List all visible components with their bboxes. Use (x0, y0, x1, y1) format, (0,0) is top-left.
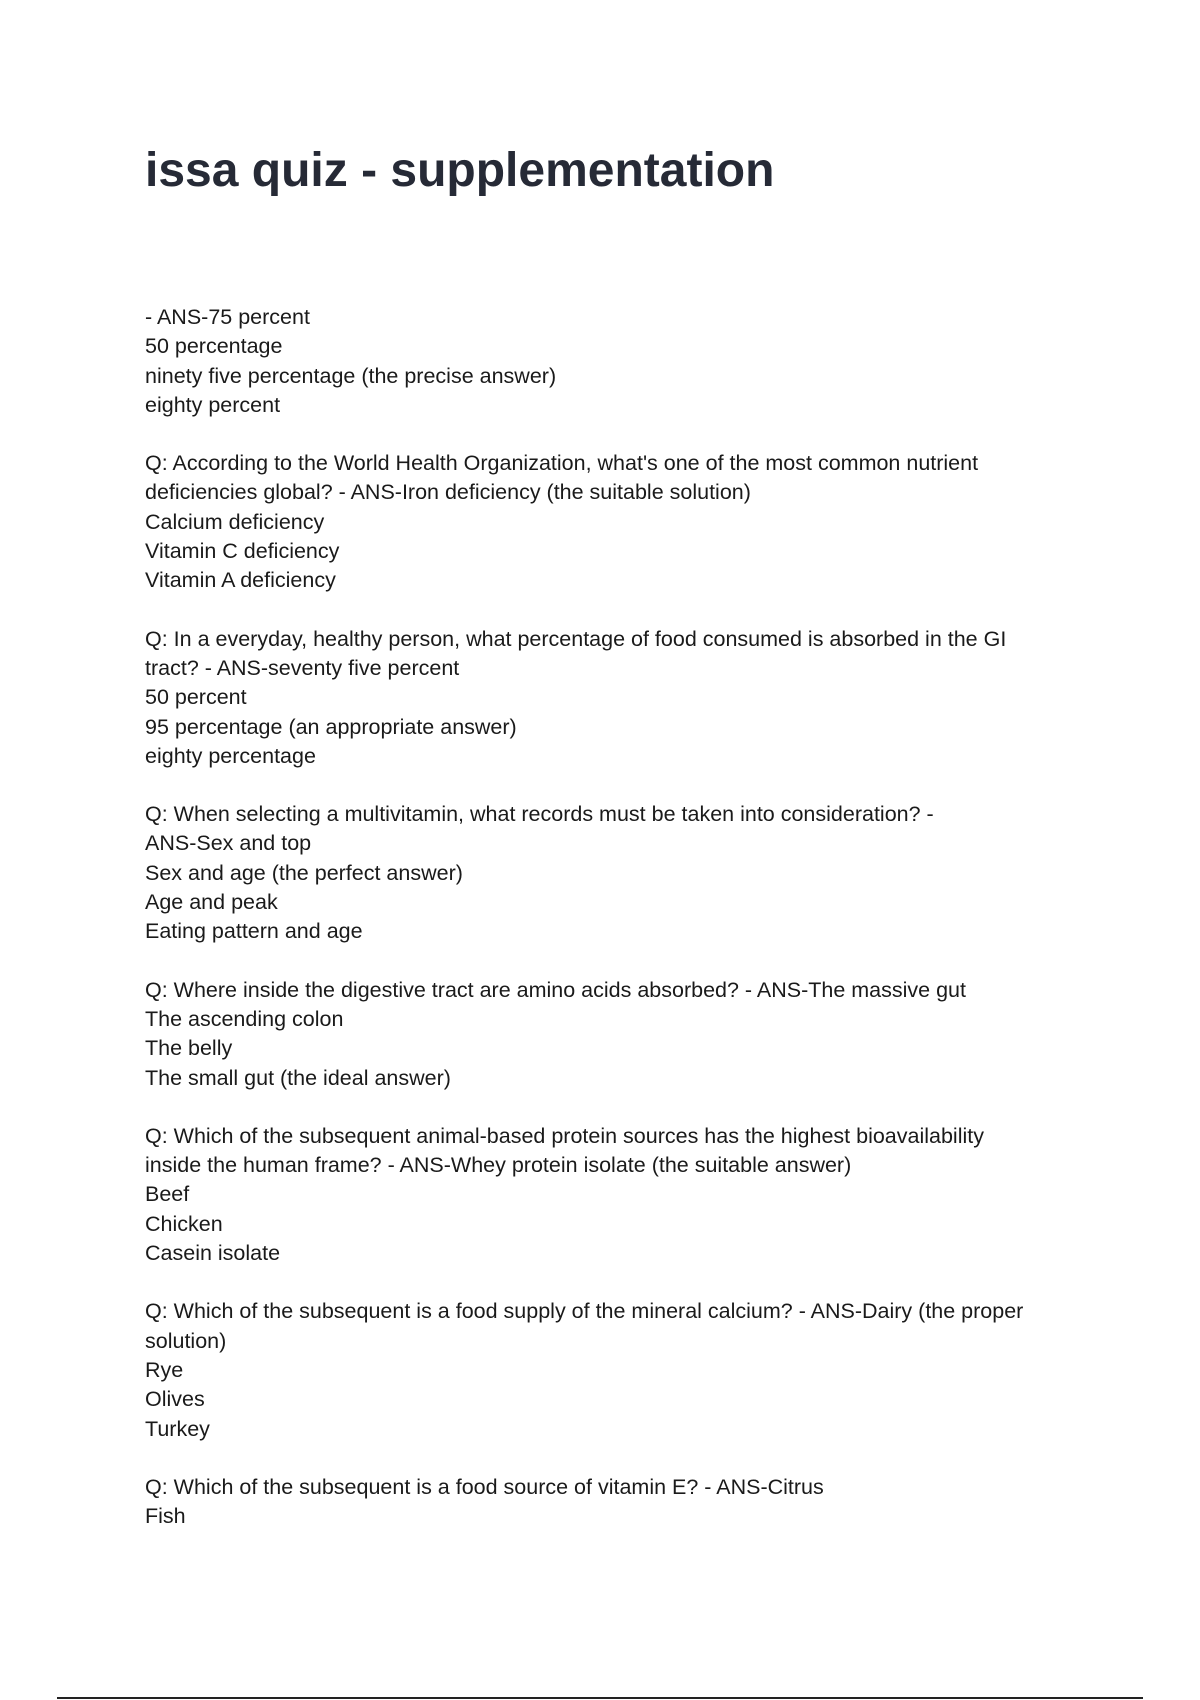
answer-option: Vitamin C deficiency (145, 539, 340, 564)
answer-option: Calcium deficiency (145, 509, 325, 534)
question-text: deficiencies global? - ANS-Iron deficiency (the suitable solution) (145, 480, 751, 505)
answer-option: Beef (145, 1182, 190, 1207)
answer-option: Eating pattern and age (145, 919, 363, 944)
answer-option: The belly (145, 1036, 233, 1061)
answer-option: The ascending colon (145, 1006, 344, 1031)
question-text: Q: Which of the subsequent animal-based protein sources has the highest bioavailability (145, 1123, 984, 1148)
answer-block (145, 303, 1065, 420)
answer-option: Vitamin A deficiency (145, 568, 336, 593)
question-block (145, 449, 1065, 595)
question-text: Q: In a everyday, healthy person, what percentage of food consumed is absorbed in the GI (145, 626, 1007, 651)
question-text: Q: When selecting a multivitamin, what records must be taken into consideration? - (145, 802, 934, 827)
answer-option: Sex and age (the perfect answer) (145, 860, 463, 885)
text-line: eighty percent (145, 392, 281, 417)
answer-option: eighty percentage (145, 743, 316, 768)
answer-option: Rye (145, 1357, 184, 1382)
question-text: inside the human frame? - ANS-Whey protein isolate (the suitable answer) (145, 1153, 852, 1178)
answer-option: Age and peak (145, 890, 278, 915)
question-block (145, 1473, 1065, 1532)
question-block (145, 625, 1065, 771)
document-body (145, 303, 1065, 1560)
question-block (145, 800, 1065, 946)
answer-option: Olives (145, 1387, 205, 1412)
answer-option: Chicken (145, 1211, 223, 1236)
question-text: ANS-Sex and top (145, 831, 312, 856)
question-text: Q: Which of the subsequent is a food source of vitamin E? - ANS-Citrus (145, 1474, 824, 1499)
text-line: 50 percentage (145, 334, 283, 359)
question-text: Q: According to the World Health Organization, what's one of the most common nutrient (145, 451, 979, 476)
question-text: tract? - ANS-seventy five percent (145, 655, 460, 680)
answer-option: Casein isolate (145, 1241, 281, 1266)
answer-option: Turkey (145, 1416, 210, 1441)
footer-divider (57, 1697, 1143, 1699)
question-text: Q: Which of the subsequent is a food supply of the mineral calcium? - ANS-Dairy (the proper (145, 1299, 1024, 1324)
text-line: - ANS-75 percent (145, 305, 310, 329)
answer-option: 50 percent (145, 685, 247, 710)
question-text: Q: Where inside the digestive tract are amino acids absorbed? - ANS-The massive gut (145, 977, 966, 1002)
question-block (145, 1122, 1065, 1268)
answer-option: Fish (145, 1504, 186, 1529)
page-title: issa quiz - supplementation (145, 144, 775, 197)
question-text: solution) (145, 1328, 227, 1353)
question-block (145, 976, 1065, 1093)
answer-option: The small gut (the ideal answer) (145, 1065, 451, 1090)
answer-option: 95 percentage (an appropriate answer) (145, 714, 517, 739)
text-line: ninety five percentage (the precise answer) (145, 363, 557, 388)
question-block (145, 1297, 1065, 1443)
